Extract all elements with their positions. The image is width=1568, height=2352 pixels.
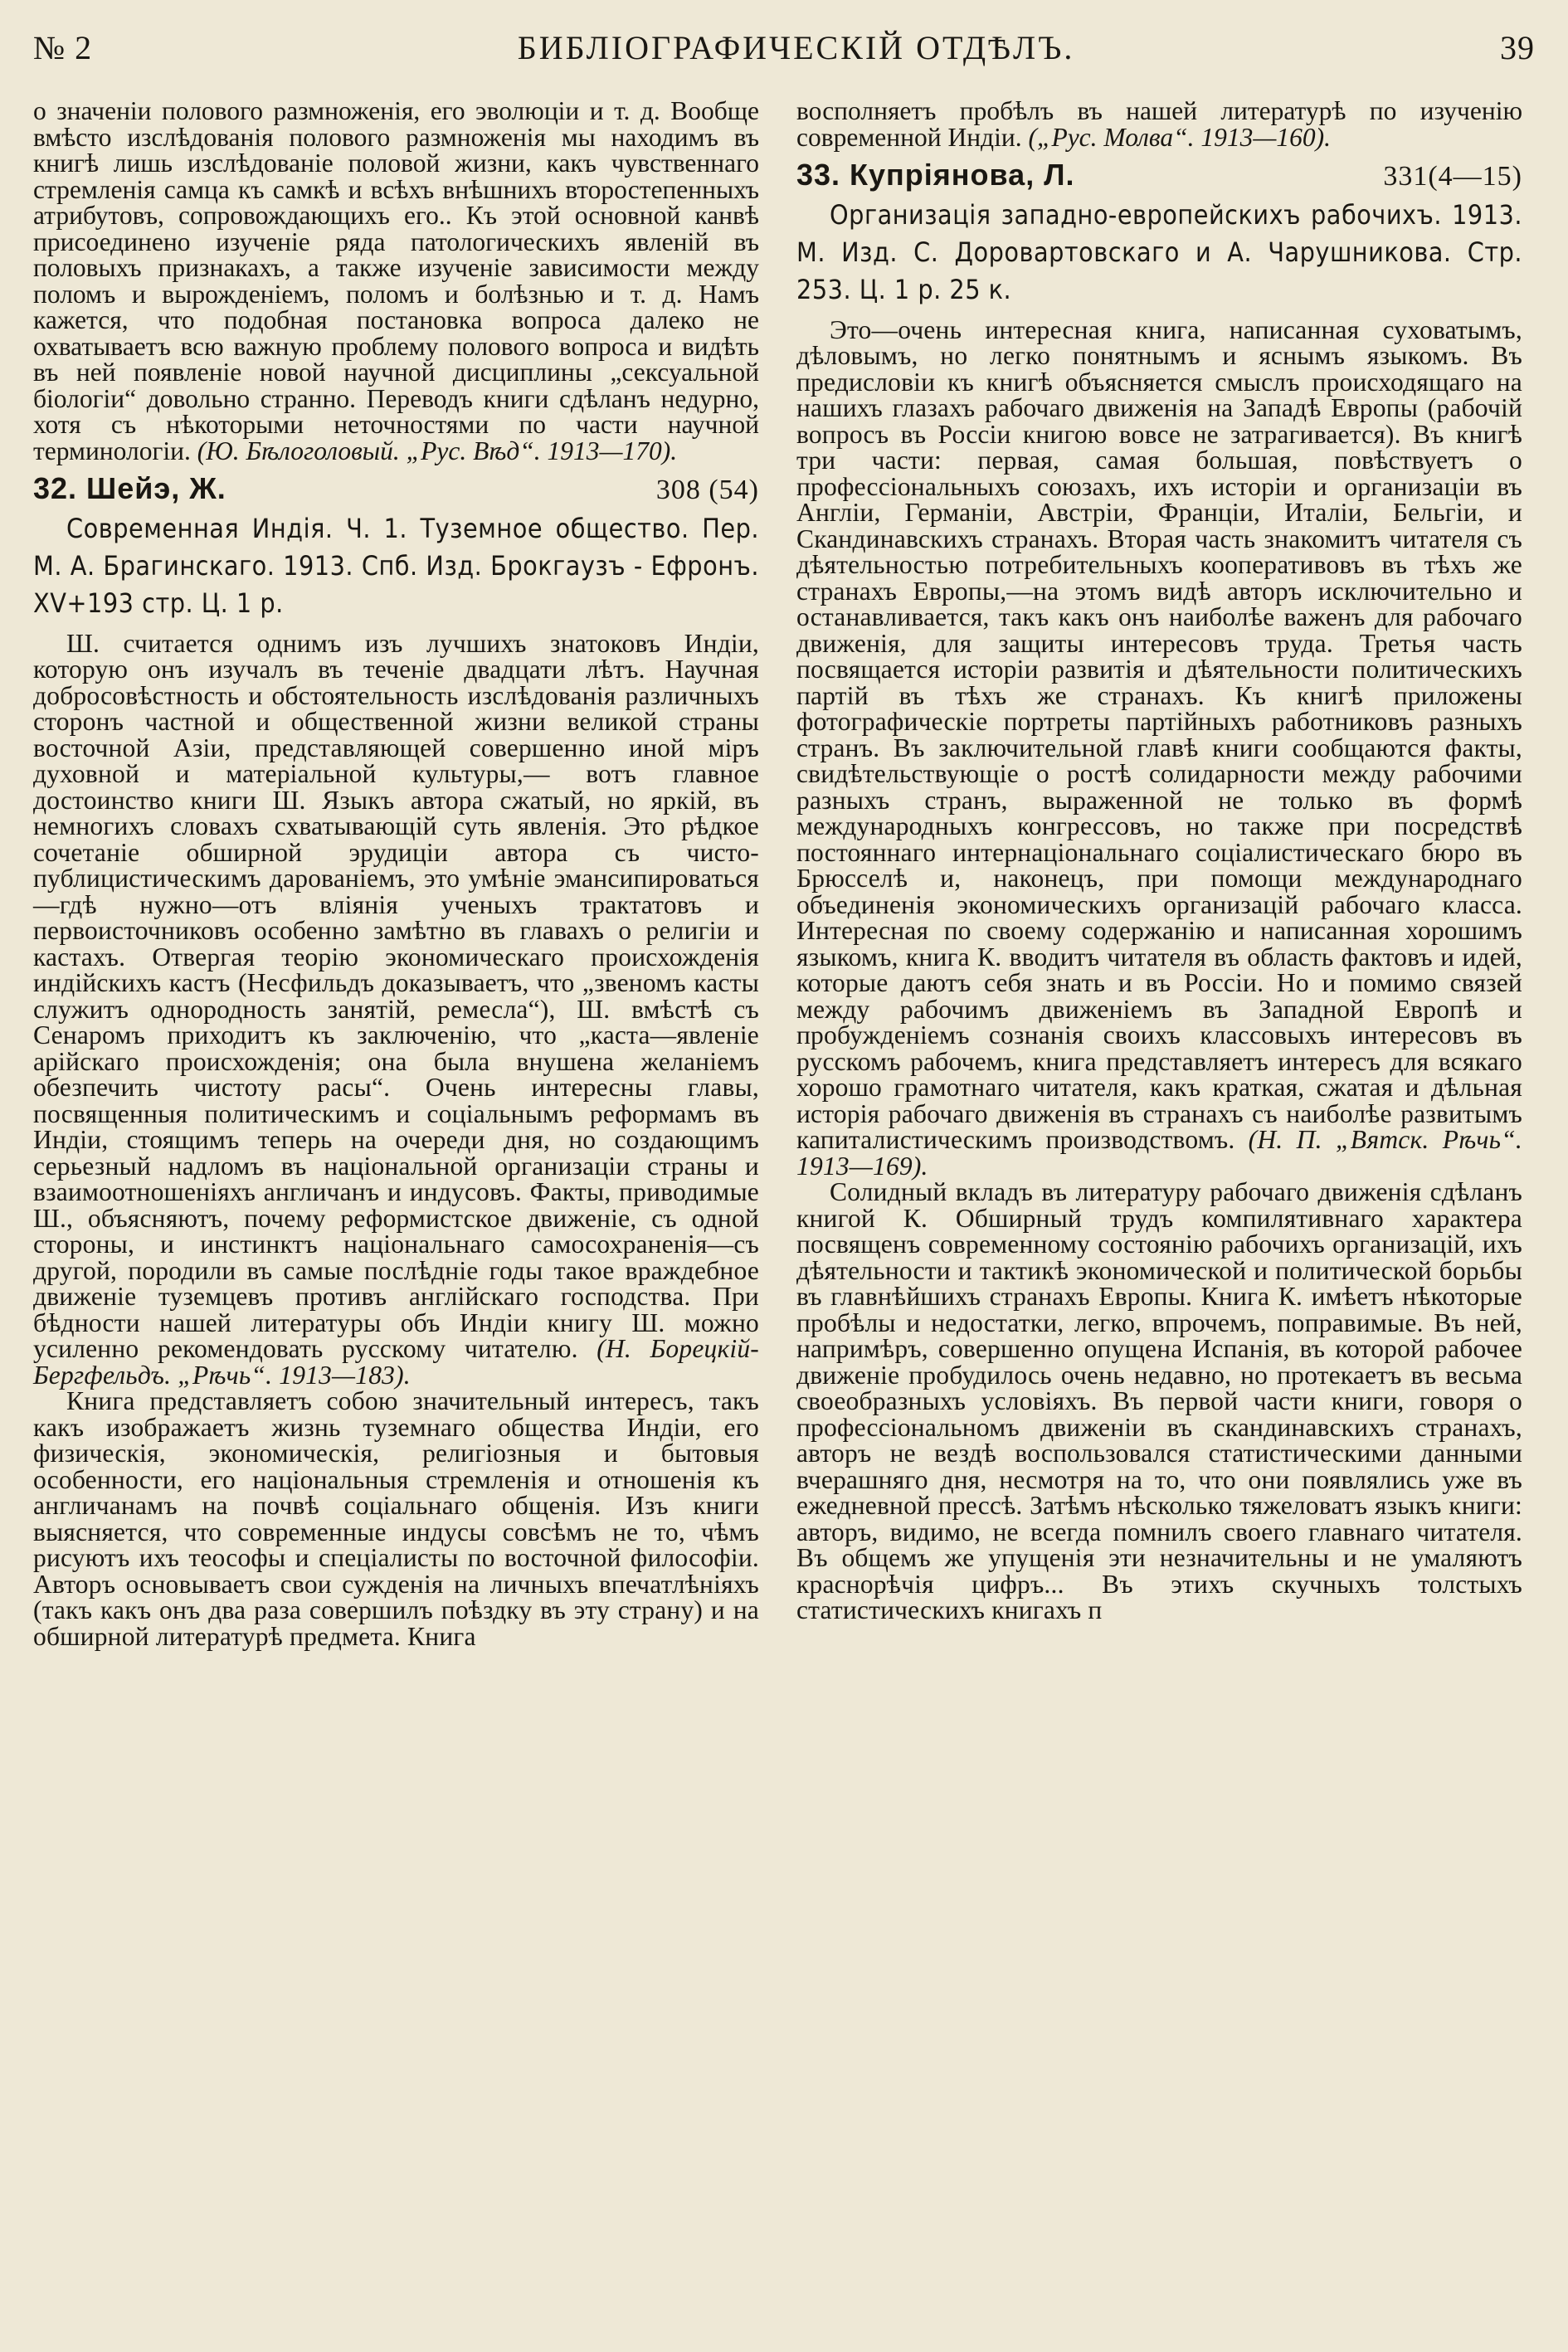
review-paragraph: Это—очень интересная книга, написанная суховатымъ, дѣловымъ, но легко понятнымъ и яснымъ языкомъ. Въ предисловіи къ книгѣ объясняется смыслъ происходящаго на нашихъ глазахъ рабочаго движенія на Западѣ Европы (рабочій вопросъ въ Россіи книгою вовсе не затрагивается). Въ книгѣ три части: первая, самая большая, повѣствуетъ о профессіональныхъ союзахъ, ихъ исторіи и организаціи въ Англіи, Германіи, Австріи, Франціи, Италіи, Бельгіи, и Скандинавскихъ странахъ. Вторая часть знакомитъ читателя съ дѣятельностью потребительныхъ кооперативовъ въ тѣхъ же странахъ Европы,—на этомъ видѣ авторъ исключительно и останавливается, такъ какъ онъ наиболѣе важенъ для рабочаго движенія, для защиты интересовъ труда. Третья часть посвящается исторіи развитія и дѣятельности политическихъ партій въ тѣхъ же странахъ. Къ книгѣ приложены фотографическіе портреты партійныхъ работниковъ разныхъ странъ. Въ заключительной главѣ книги сообщаются факты, свидѣтельствующіе о ростѣ солидарности между рабочими разныхъ странъ, выраженной не только въ формѣ международныхъ конгрессовъ, но также при посредствѣ постояннаго интернаціональнаго соціалистическаго бюро въ Брюсселѣ и, наконецъ, при помощи международнаго объединенія экономическихъ организацій рабочаго класса. Интересная по своему содержанію и написанная хорошимъ языкомъ, книга К. вводитъ читателя въ область фактовъ и идей, которые даютъ себя знать и въ Россіи. Но и помимо связей между рабочимъ движеніемъ въ Западной Европѣ и пробужденіемъ сознанія своихъ классовыхъ интересовъ въ русскомъ рабочемъ, книга представляетъ интересъ для всякаго хорошо грамотнаго читателя, какъ краткая, сжатая и дѣльная исторія рабочаго движенія въ странахъ съ наиболѣе развитымъ капиталистическимъ производствомъ. (Н. П. „Вятск. Рѣчь“. 1913—169).	[796, 314, 1522, 1181]
page-header	[33, 18, 1535, 76]
reviewer-reference: („Рус. Молва“. 1913—160).	[1028, 122, 1332, 152]
review-paragraph: Солидный вкладъ въ литературу рабочаго движенія сдѣланъ книгой К. Обширный трудъ компилятивнаго характера посвященъ современному состоянію рабочихъ организацій, ихъ дѣятельности и тактикѣ экономической и политической борьбы въ главнѣйшихъ странахъ Европы. Книга К. имѣетъ нѣкоторые пробѣлы и недостатки, легко, впрочемъ, поправимые. Въ ней, напримѣръ, совершенно опущена Испанія, въ которой рабочее движеніе пробудилось очень недавно, но протекаетъ въ весьма своеобразныхъ условіяхъ. Въ первой части книги, говоря о профессіональномъ движеніи въ скандинавскихъ странахъ, авторъ не вездѣ воспользовался статистическими данными вчерашняго дня, несмотря на то, что они появлялись уже въ ежедневной прессѣ. Затѣмъ нѣсколько тяжеловатъ языкъ книги: авторъ, видимо, не всегда помнилъ своего главнаго читателя. Въ общемъ же упущенія эти незначительны и не умаляютъ краснорѣчія цифръ... Въ этихъ скучныхъ толстыхъ статистическихъ книгахъ п	[796, 1177, 1522, 1624]
entry-classification: 331(4—15)	[1383, 161, 1522, 192]
review-paragraph: Ш. считается однимъ изъ лучшихъ знатоковъ Индіи, которую онъ изучалъ въ теченіе двадцати лѣтъ. Научная добросовѣстность и обстоятельность изслѣдованія различныхъ сторонъ частной и общественной жизни великой страны восточной Азіи, представляющей совершенно иной міръ духовной и матеріальной культуры,— вотъ главное достоинство книги Ш. Языкъ автора сжатый, но яркій, въ немногихъ словахъ схватывающій суть явленія. Это рѣдкое сочетаніе обширной эрудиціи автора съ чисто-публицистическимъ дарованіемъ, это умѣніе эмансипироваться—гдѣ нужно—отъ вліянія ученыхъ трактатовъ и первоисточниковъ особенно замѣтно въ главахъ о религіи и кастахъ. Отвергая теорію экономическаго происхожденія индійскихъ кастъ (Несфильдъ доказываетъ, что „звеномъ касты служитъ однородность занятій, ремесла“), Ш. вмѣстѣ съ Сенаромъ приходитъ къ заключенію, что „каста—явленіе арійскаго происхожденія; она была внушена желаніемъ обезпечить чистоту расы“. Очень интересны главы, посвященныя политическимъ и соціальнымъ реформамъ въ Индіи, стоящимъ теперь на очереди дня, но создающимъ серьезный надломъ въ національной организаціи страны и взаимоотношеніяхъ англичанъ и индусовъ. Факты, приводимые Ш., объясняютъ, почему реформистское движеніе, съ одной стороны, и инстинктъ національнаго самосохраненія—съ другой, породили въ самые послѣдніе годы такое враждебное движеніе туземцевъ противъ англійскаго господства. При бѣдности нашей литературы объ Индіи книгу Ш. можно усиленно рекомендовать русскому читателю. (Н. Борецкій-Бергфельдъ. „Рѣчь“. 1913—183).	[33, 628, 759, 1390]
reviewer-reference: (Н. Борецкій-Бергфельдъ. „Рѣчь“. 1913—183).	[33, 1334, 759, 1390]
entry-classification: 308 (54)	[655, 475, 759, 505]
issue-number: № 2	[33, 28, 93, 66]
reviewer-reference: (Н. П. „Вятск. Рѣчь“. 1913—169).	[796, 1125, 1522, 1181]
entry-reviews	[33, 628, 759, 1651]
reviewer-reference: (Ю. Бѣлоголовый. „Рус. Вѣд“. 1913—170).	[197, 436, 678, 465]
continuation-text: восполняетъ пробѣлъ въ нашей литературѣ по изученію современной Индіи. („Рус. Молва“. 1913—160).	[796, 96, 1522, 152]
entry-description: Организація западно-европейскихъ рабочихъ. 1913. М. Изд. С. Доровартовскаго и А. Чарушникова. Стр. 253. Ц. 1 р. 25 к.	[796, 198, 1522, 305]
review-paragraph: Книга представляетъ собою значительный интересъ, такъ какъ изображаетъ жизнь туземнаго общества Индіи, его физическія, экономическія, религіозныя и бытовыя особенности, его національныя стремленія и отношенія къ англичанамъ на почвѣ соціальнаго общенія. Изъ книги выясняется, что современные индусы совсѣмъ не то, чѣмъ рисуютъ ихъ теософы и спеціалисты по восточной философіи. Авторъ основываетъ свои сужденія на личныхъ впечатлѣніяхъ (такъ какъ онъ два раза совершилъ поѣздку въ эту страну) и на обширной литературѣ предмета. Книга	[33, 1386, 759, 1651]
left-column	[33, 98, 759, 1649]
right-column	[796, 98, 1522, 1624]
entry-heading	[796, 158, 1522, 192]
entry-author: 33. Купріянова, Л.	[796, 158, 1075, 192]
section-title: БИБЛІОГРАФИЧЕСКІЙ ОТДѢЛЪ.	[517, 28, 1075, 66]
entry-reviews	[796, 314, 1522, 1624]
entry-heading	[33, 471, 759, 505]
page-number: 39	[1499, 28, 1535, 66]
entry-description: Современная Индія. Ч. 1. Туземное общество. Пер. М. А. Брагинскаго. 1913. Спб. Изд. Брокгаузъ - Ефронъ. XV+193 стр. Ц. 1 р.	[33, 512, 759, 619]
entry-author: 32. Шейэ, Ж.	[33, 471, 226, 505]
continuation-text: о значеніи полового размноженія, его эволюціи и т. д. Вообще вмѣсто изслѣдованія полового размноженія мы находимъ въ книгѣ лишь изслѣдованіе половой жизни, какъ чувственнаго стремленія самца къ самкѣ и всѣхъ внѣшнихъ второстепенныхъ атрибутовъ, сопровождающихъ его.. Къ этой основной канвѣ присоединено изученіе ряда патологическихъ явленій въ половыхъ признакахъ, а также изученіе зависимости между поломъ и вырожденіемъ, поломъ и болѣзнью и т. д. Намъ кажется, что подобная постановка вопроса далеко не охватываетъ всю важную проблему полового вопроса и видѣть въ ней появленіе новой научной дисциплины „сексуальной біологіи“ довольно странно. Переводъ книги сдѣланъ недурно, хотя съ нѣкоторыми неточностями по части научной терминологіи. (Ю. Бѣлоголовый. „Рус. Вѣд“. 1913—170).	[33, 96, 759, 465]
